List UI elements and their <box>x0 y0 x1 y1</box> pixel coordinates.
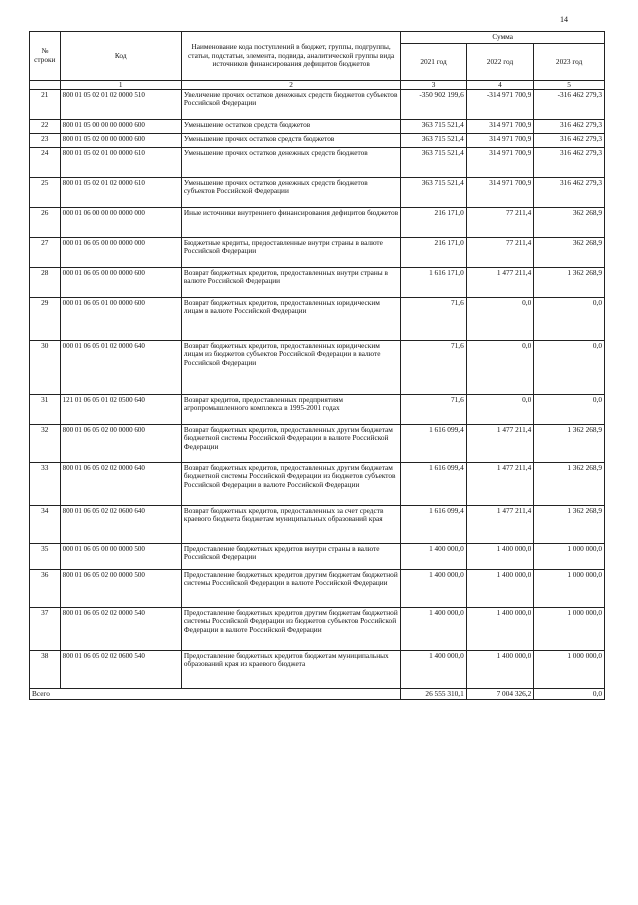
row-value-2023: 1 000 000,0 <box>534 650 605 688</box>
column-number: 3 <box>401 81 466 90</box>
row-value-2021: -350 902 199,6 <box>401 89 466 119</box>
total-row <box>30 688 605 700</box>
row-value-2022: -314 971 700,9 <box>466 89 534 119</box>
row-name: Предоставление бюджетных кредитов внутри страны в валюте Российской Федерации <box>181 543 400 569</box>
table-row <box>30 147 605 177</box>
row-name: Уменьшение прочих остатков денежных средств бюджетов субъектов Российской Федерации <box>181 177 400 207</box>
table-row <box>30 505 605 543</box>
row-name: Уменьшение прочих остатков денежных средств бюджетов <box>181 147 400 177</box>
row-value-2023: 316 462 279,3 <box>534 119 605 133</box>
row-value-2021: 1 400 000,0 <box>401 543 466 569</box>
header-sum: Сумма <box>401 32 605 44</box>
row-value-2021: 363 715 521,4 <box>401 133 466 147</box>
row-value-2021: 71,6 <box>401 297 466 340</box>
row-value-2023: -316 462 279,3 <box>534 89 605 119</box>
row-value-2021: 1 616 171,0 <box>401 267 466 297</box>
row-value-2021: 363 715 521,4 <box>401 119 466 133</box>
column-number: 1 <box>60 81 181 90</box>
row-value-2022: 1 400 000,0 <box>466 569 534 607</box>
row-number: 29 <box>30 297 61 340</box>
table-row <box>30 89 605 119</box>
row-name: Предоставление бюджетных кредитов другим бюджетам бюджетной системы Российской Федерации из бюджетов субъектов Российской Федерации в валюте Российской Федерации <box>181 607 400 650</box>
row-value-2023: 0,0 <box>534 297 605 340</box>
column-number: 5 <box>534 81 605 90</box>
row-code: 800 01 06 05 02 00 0000 600 <box>60 424 181 462</box>
row-code: 121 01 06 05 01 02 0500 640 <box>60 394 181 424</box>
row-number: 37 <box>30 607 61 650</box>
table-row <box>30 543 605 569</box>
row-value-2022: 0,0 <box>466 394 534 424</box>
row-code: 000 01 06 05 01 00 0000 600 <box>60 297 181 340</box>
row-number: 25 <box>30 177 61 207</box>
row-value-2022: 1 477 211,4 <box>466 462 534 505</box>
row-value-2023: 362 268,9 <box>534 207 605 237</box>
column-number: 2 <box>181 81 400 90</box>
row-name: Увеличение прочих остатков денежных средств бюджетов субъектов Российской Федерации <box>181 89 400 119</box>
row-code: 800 01 05 00 00 00 0000 600 <box>60 119 181 133</box>
row-number: 36 <box>30 569 61 607</box>
row-number: 34 <box>30 505 61 543</box>
row-value-2021: 71,6 <box>401 394 466 424</box>
row-value-2023: 1 000 000,0 <box>534 607 605 650</box>
row-value-2022: 0,0 <box>466 340 534 394</box>
table-row <box>30 462 605 505</box>
row-value-2021: 1 400 000,0 <box>401 650 466 688</box>
header-row-no: № строки <box>30 32 61 81</box>
row-name: Уменьшение прочих остатков средств бюджетов <box>181 133 400 147</box>
row-code: 000 01 06 05 01 02 0000 640 <box>60 340 181 394</box>
row-number: 33 <box>30 462 61 505</box>
row-code: 800 01 05 02 00 00 0000 600 <box>60 133 181 147</box>
table-row <box>30 133 605 147</box>
row-name: Уменьшение остатков средств бюджетов <box>181 119 400 133</box>
header-year-2023: 2023 год <box>534 44 605 81</box>
row-name: Возврат бюджетных кредитов, предоставленных юридическим лицам из бюджетов субъектов Российской Федерации в валюте Российской Федерации <box>181 340 400 394</box>
table-row <box>30 119 605 133</box>
row-number: 24 <box>30 147 61 177</box>
header-year-2022: 2022 год <box>466 44 534 81</box>
table-body <box>30 89 605 688</box>
row-name: Бюджетные кредиты, предоставленные внутри страны в валюте Российской Федерации <box>181 237 400 267</box>
row-value-2022: 0,0 <box>466 297 534 340</box>
row-value-2021: 363 715 521,4 <box>401 147 466 177</box>
row-name: Возврат бюджетных кредитов, предоставленных за счет средств краевого бюджета бюджетам муниципальных образований края <box>181 505 400 543</box>
row-value-2021: 1 400 000,0 <box>401 607 466 650</box>
table-row <box>30 394 605 424</box>
table-row <box>30 340 605 394</box>
row-code: 800 01 05 02 01 02 0000 610 <box>60 177 181 207</box>
row-name: Предоставление бюджетных кредитов другим бюджетам бюджетной системы Российской Федерации в валюте Российской Федерации <box>181 569 400 607</box>
row-number: 28 <box>30 267 61 297</box>
row-value-2023: 316 462 279,3 <box>534 177 605 207</box>
row-value-2021: 363 715 521,4 <box>401 177 466 207</box>
table-row <box>30 207 605 237</box>
row-value-2021: 216 171,0 <box>401 237 466 267</box>
table-row <box>30 607 605 650</box>
row-name: Возврат бюджетных кредитов, предоставленных другим бюджетам бюджетной системы Российской Федерации в валюте Российской Федерации <box>181 424 400 462</box>
row-code: 000 01 06 05 00 00 0000 000 <box>60 237 181 267</box>
row-value-2022: 314 971 700,9 <box>466 177 534 207</box>
column-numbers-row <box>30 81 605 90</box>
row-value-2022: 1 477 211,4 <box>466 505 534 543</box>
row-code: 800 01 06 05 02 00 0000 500 <box>60 569 181 607</box>
row-name: Иные источники внутреннего финансирования дефицитов бюджетов <box>181 207 400 237</box>
row-number: 31 <box>30 394 61 424</box>
page-number: 14 <box>560 15 568 24</box>
row-code: 000 01 06 05 00 00 0000 500 <box>60 543 181 569</box>
total-2022: 7 004 326,2 <box>466 688 534 700</box>
row-value-2022: 1 477 211,4 <box>466 267 534 297</box>
row-value-2023: 316 462 279,3 <box>534 133 605 147</box>
row-value-2023: 1 362 268,9 <box>534 462 605 505</box>
table-row <box>30 424 605 462</box>
row-code: 800 01 06 05 02 02 0000 640 <box>60 462 181 505</box>
row-name: Предоставление бюджетных кредитов бюджетам муниципальных образований края из краевого бюджета <box>181 650 400 688</box>
row-number: 35 <box>30 543 61 569</box>
row-value-2022: 314 971 700,9 <box>466 119 534 133</box>
sources-financing-table <box>29 31 605 700</box>
row-value-2023: 316 462 279,3 <box>534 147 605 177</box>
column-number: 4 <box>466 81 534 90</box>
table-row <box>30 297 605 340</box>
row-value-2021: 1 616 099,4 <box>401 462 466 505</box>
row-value-2023: 0,0 <box>534 340 605 394</box>
row-value-2023: 1 362 268,9 <box>534 267 605 297</box>
row-value-2022: 77 211,4 <box>466 237 534 267</box>
header-year-2021: 2021 год <box>401 44 466 81</box>
row-value-2023: 362 268,9 <box>534 237 605 267</box>
row-code: 800 01 06 05 02 02 0600 640 <box>60 505 181 543</box>
column-number <box>30 81 61 90</box>
row-value-2022: 77 211,4 <box>466 207 534 237</box>
row-value-2022: 1 400 000,0 <box>466 650 534 688</box>
row-value-2022: 1 477 211,4 <box>466 424 534 462</box>
row-number: 22 <box>30 119 61 133</box>
row-code: 800 01 05 02 01 02 0000 510 <box>60 89 181 119</box>
header-name: Наименование кода поступлений в бюджет, группы, подгруппы, статьи, подстатьи, элемента, подвида, аналитической группы вида источников финансирования дефицитов бюджетов <box>181 32 400 81</box>
table-row <box>30 237 605 267</box>
row-number: 26 <box>30 207 61 237</box>
row-value-2022: 314 971 700,9 <box>466 133 534 147</box>
row-value-2021: 1 616 099,4 <box>401 505 466 543</box>
row-code: 800 01 06 05 02 02 0000 540 <box>60 607 181 650</box>
row-name: Возврат бюджетных кредитов, предоставленных юридическим лицам в валюте Российской Федерации <box>181 297 400 340</box>
row-value-2023: 1 362 268,9 <box>534 505 605 543</box>
table-row <box>30 177 605 207</box>
row-value-2023: 1 000 000,0 <box>534 569 605 607</box>
row-value-2021: 71,6 <box>401 340 466 394</box>
row-value-2023: 1 362 268,9 <box>534 424 605 462</box>
row-value-2021: 1 616 099,4 <box>401 424 466 462</box>
table-row <box>30 650 605 688</box>
total-label: Всего <box>30 688 401 700</box>
row-value-2023: 1 000 000,0 <box>534 543 605 569</box>
row-value-2022: 1 400 000,0 <box>466 607 534 650</box>
row-number: 32 <box>30 424 61 462</box>
row-code: 800 01 06 05 02 02 0600 540 <box>60 650 181 688</box>
row-name: Возврат кредитов, предоставленных предприятиям агропромышленного комплекса в 1995-2001 годах <box>181 394 400 424</box>
table-row <box>30 267 605 297</box>
row-value-2022: 1 400 000,0 <box>466 543 534 569</box>
row-name: Возврат бюджетных кредитов, предоставленных другим бюджетам бюджетной системы Российской Федерации из бюджетов субъектов Российской Федерации в валюте Российской Федерации <box>181 462 400 505</box>
row-code: 000 01 06 05 00 00 0000 600 <box>60 267 181 297</box>
row-value-2023: 0,0 <box>534 394 605 424</box>
row-number: 27 <box>30 237 61 267</box>
row-code: 000 01 06 00 00 00 0000 000 <box>60 207 181 237</box>
row-number: 23 <box>30 133 61 147</box>
row-value-2022: 314 971 700,9 <box>466 147 534 177</box>
row-number: 30 <box>30 340 61 394</box>
total-2021: 26 555 310,1 <box>401 688 466 700</box>
row-value-2021: 216 171,0 <box>401 207 466 237</box>
row-value-2021: 1 400 000,0 <box>401 569 466 607</box>
row-code: 800 01 05 02 01 00 0000 610 <box>60 147 181 177</box>
header-code: Код <box>60 32 181 81</box>
row-name: Возврат бюджетных кредитов, предоставленных внутри страны в валюте Российской Федерации <box>181 267 400 297</box>
row-number: 21 <box>30 89 61 119</box>
total-2023: 0,0 <box>534 688 605 700</box>
row-number: 38 <box>30 650 61 688</box>
table-row <box>30 569 605 607</box>
